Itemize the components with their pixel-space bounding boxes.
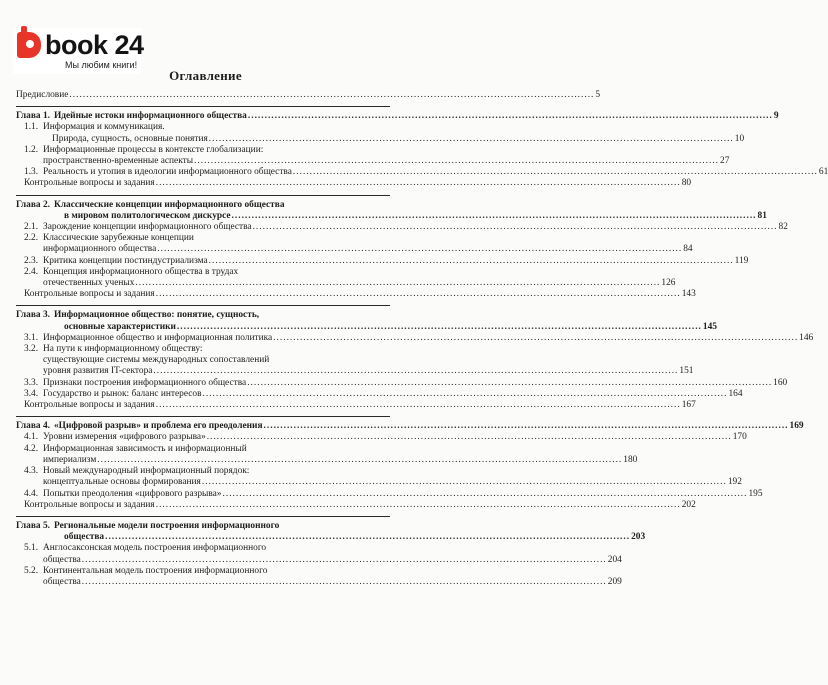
section-page: 192 xyxy=(727,477,742,488)
section-title: Признаки построения информационного общества xyxy=(43,377,247,388)
section-entry-continued xyxy=(16,366,694,377)
section-entry xyxy=(16,543,390,554)
section-number: 2.1. xyxy=(24,222,39,233)
dot-leader xyxy=(209,256,734,267)
section-entry-continued xyxy=(16,156,730,167)
section-page: 146 xyxy=(799,332,814,343)
dot-leader xyxy=(247,378,772,389)
section-entry xyxy=(16,377,788,389)
chapter-heading xyxy=(16,421,804,432)
chapter-heading-continued xyxy=(16,321,717,333)
dot-leader xyxy=(207,432,732,443)
dot-leader xyxy=(209,134,734,145)
section-page: 195 xyxy=(748,488,763,499)
chapter-title: «Цифровой разрыв» и проблема его преодоления xyxy=(53,421,263,432)
dot-leader xyxy=(156,289,681,300)
section-page: 10 xyxy=(734,133,745,144)
dot-leader xyxy=(156,178,681,189)
section-title: На пути к информационному обществу: xyxy=(43,344,203,355)
chapter-page: 81 xyxy=(757,210,767,221)
review-title: Контрольные вопросы и задания xyxy=(24,289,155,300)
chapter-title-line2: в мировом политологическом дискурсе xyxy=(64,210,231,221)
dot-leader xyxy=(97,455,622,466)
review-page: 80 xyxy=(681,178,692,189)
chapter-heading xyxy=(16,521,390,532)
dot-leader xyxy=(203,389,728,400)
section-number: 2.3. xyxy=(24,255,39,266)
review-title: Контрольные вопросы и задания xyxy=(24,400,155,411)
table-of-contents xyxy=(16,86,828,593)
dot-leader xyxy=(156,400,681,411)
section-title: Классические зарубежные концепции xyxy=(43,233,194,244)
chapter-number: Глава 2. xyxy=(16,199,50,210)
dot-leader xyxy=(202,477,727,488)
section-number: 5.2. xyxy=(24,565,39,576)
section-number: 4.3. xyxy=(24,466,39,477)
preface-block xyxy=(16,86,601,106)
chapter-block xyxy=(16,306,814,416)
section-title-line2: отечественных ученых xyxy=(43,278,135,289)
section-number: 1.3. xyxy=(24,167,39,178)
dot-leader xyxy=(232,211,757,222)
section-title-line2: общества xyxy=(43,554,81,565)
section-number: 4.1. xyxy=(24,432,39,443)
logo-slogan: Мы любим книги! xyxy=(65,60,138,70)
section-entry-continued xyxy=(16,355,390,366)
section-title: Концепция информационного общества в трудах xyxy=(43,266,239,277)
section-page: 27 xyxy=(720,156,730,167)
section-title-line2: Природа, сущность, основные понятия xyxy=(52,133,208,144)
section-entry xyxy=(16,233,390,244)
section-number: 3.3. xyxy=(24,377,39,388)
dot-leader xyxy=(157,244,682,255)
dot-leader xyxy=(223,489,748,500)
logo-wordmark: book 24 xyxy=(45,30,144,60)
section-title: Новый международный информационный порядок: xyxy=(43,466,250,477)
section-title-line3: уровня развития IT-сектора xyxy=(43,366,153,377)
section-number: 4.4. xyxy=(24,488,39,499)
section-entry xyxy=(16,332,814,344)
chapter-block xyxy=(16,196,788,306)
chapter-page: 145 xyxy=(702,321,717,332)
section-number: 2.4. xyxy=(24,266,39,277)
section-page: 170 xyxy=(732,432,747,443)
chapter-number: Глава 4. xyxy=(16,421,50,432)
section-entry xyxy=(16,145,390,156)
chapter-title: Региональные модели построения информационного xyxy=(53,520,280,531)
section-entry-continued xyxy=(16,477,742,488)
section-entry xyxy=(16,388,743,400)
review-title: Контрольные вопросы и задания xyxy=(24,178,155,189)
section-entry xyxy=(16,167,828,178)
chapter-page: 203 xyxy=(631,532,646,543)
chapter-heading-continued xyxy=(16,532,646,543)
section-title: Критика концепции постиндустриализма xyxy=(43,255,208,266)
chapter-number: Глава 1. xyxy=(16,111,50,122)
section-title: Континентальная модель построения информационного xyxy=(43,565,268,576)
section-entry-continued xyxy=(16,278,676,289)
dot-leader xyxy=(156,500,681,511)
section-number: 2.2. xyxy=(24,233,39,244)
section-page: 82 xyxy=(778,222,788,233)
section-page: 61 xyxy=(818,167,828,178)
chapter-page: 169 xyxy=(789,421,804,432)
section-title-line2: общества xyxy=(43,576,81,587)
section-page: 180 xyxy=(623,454,638,465)
dot-leader xyxy=(177,322,702,333)
section-entry xyxy=(16,488,763,500)
section-title: Попытки преодоления «цифрового разрыва» xyxy=(43,488,222,499)
dot-leader xyxy=(82,555,607,566)
section-entry xyxy=(16,444,390,455)
review-entry xyxy=(16,178,692,189)
dot-leader xyxy=(253,222,778,233)
section-title: Информация и коммуникация. xyxy=(43,122,165,133)
section-title: Реальность и утопия в идеологии информационного общества xyxy=(43,167,292,178)
section-title: Уровни измерения «цифрового разрыва» xyxy=(43,432,206,443)
dot-leader xyxy=(105,532,630,543)
section-title-line2: пространственно-временные аспекты xyxy=(43,156,194,167)
section-title: Информационная зависимость и информационный xyxy=(43,443,247,454)
entry-page: 5 xyxy=(595,90,601,100)
chapter-heading xyxy=(16,310,390,321)
section-page: 164 xyxy=(728,388,743,399)
section-title-line2: информационного общества xyxy=(43,244,157,255)
section-title: Англосаксонская модель построения информационного xyxy=(43,543,267,554)
section-page: 126 xyxy=(661,278,676,289)
chapter-title-line2: общества xyxy=(64,532,105,543)
section-number: 1.2. xyxy=(24,144,39,155)
section-number: 5.1. xyxy=(24,543,39,554)
review-title: Контрольные вопросы и задания xyxy=(24,499,155,510)
dot-leader xyxy=(194,156,719,167)
chapter-block xyxy=(16,417,804,516)
section-page: 84 xyxy=(683,244,693,255)
chapter-page: 9 xyxy=(773,111,779,122)
section-title: Государство и рынок: баланс интересов xyxy=(43,388,202,399)
section-entry-continued xyxy=(16,454,638,466)
section-entry xyxy=(16,222,788,233)
section-page: 151 xyxy=(679,366,694,377)
chapter-block xyxy=(16,517,646,593)
section-number: 3.4. xyxy=(24,388,39,399)
section-entry xyxy=(16,432,747,443)
dot-leader xyxy=(248,111,773,122)
chapter-number: Глава 3. xyxy=(16,310,50,321)
chapter-title-line2: основные характеристики xyxy=(64,321,176,332)
section-number: 4.2. xyxy=(24,443,39,454)
review-page: 143 xyxy=(681,289,696,300)
dot-leader xyxy=(153,366,678,377)
section-entry xyxy=(16,255,749,267)
chapter-heading xyxy=(16,111,779,122)
dot-leader xyxy=(82,577,607,588)
section-page: 204 xyxy=(607,554,622,565)
chapter-title: Классические концепции информационного общества xyxy=(53,199,285,210)
dot-leader xyxy=(293,167,818,178)
section-title: Зарождение концепции информационного общества xyxy=(43,222,252,233)
section-number: 1.1. xyxy=(24,122,39,133)
section-page: 119 xyxy=(734,255,749,266)
dot-leader xyxy=(273,333,798,344)
section-entry-continued xyxy=(16,244,693,255)
section-title-line2: существующие системы международных сопоставлений xyxy=(43,355,270,366)
review-entry xyxy=(16,499,696,511)
section-entry-continued xyxy=(16,576,622,588)
review-page: 202 xyxy=(681,499,696,510)
section-entry xyxy=(16,344,390,355)
review-entry xyxy=(16,400,696,411)
section-title-line2: концептуальные основы формирования xyxy=(43,477,201,488)
toc-entry-preface xyxy=(16,90,601,101)
chapter-title: Идейные истоки информационного общества xyxy=(53,111,247,122)
section-title-line2: империализм xyxy=(43,454,97,465)
dot-leader xyxy=(69,90,594,101)
chapter-title: Информационное общество: понятие, сущность, xyxy=(53,310,260,321)
section-entry xyxy=(16,267,390,278)
logo-b-icon xyxy=(17,32,41,58)
entry-title: Предисловие xyxy=(16,90,69,100)
section-entry xyxy=(16,466,390,477)
section-title: Информационные процессы в контексте глобализации: xyxy=(43,144,264,155)
section-page: 160 xyxy=(773,377,788,388)
section-entry xyxy=(16,566,390,577)
section-entry-continued xyxy=(16,554,622,566)
section-entry-continued xyxy=(16,133,745,145)
chapter-block xyxy=(16,107,828,194)
section-number: 3.1. xyxy=(24,332,39,343)
page-title: Оглавление xyxy=(169,68,242,83)
review-page: 167 xyxy=(681,400,696,411)
chapter-number: Глава 5. xyxy=(16,520,50,531)
review-entry xyxy=(16,289,696,300)
dot-leader xyxy=(135,278,660,289)
dot-leader xyxy=(264,421,789,432)
chapter-heading xyxy=(16,200,390,211)
chapter-heading-continued xyxy=(16,210,767,222)
section-number: 3.2. xyxy=(24,344,39,355)
section-page: 209 xyxy=(607,576,622,587)
section-entry xyxy=(16,122,390,133)
section-title: Информационное общество и информационная политика xyxy=(43,332,273,343)
